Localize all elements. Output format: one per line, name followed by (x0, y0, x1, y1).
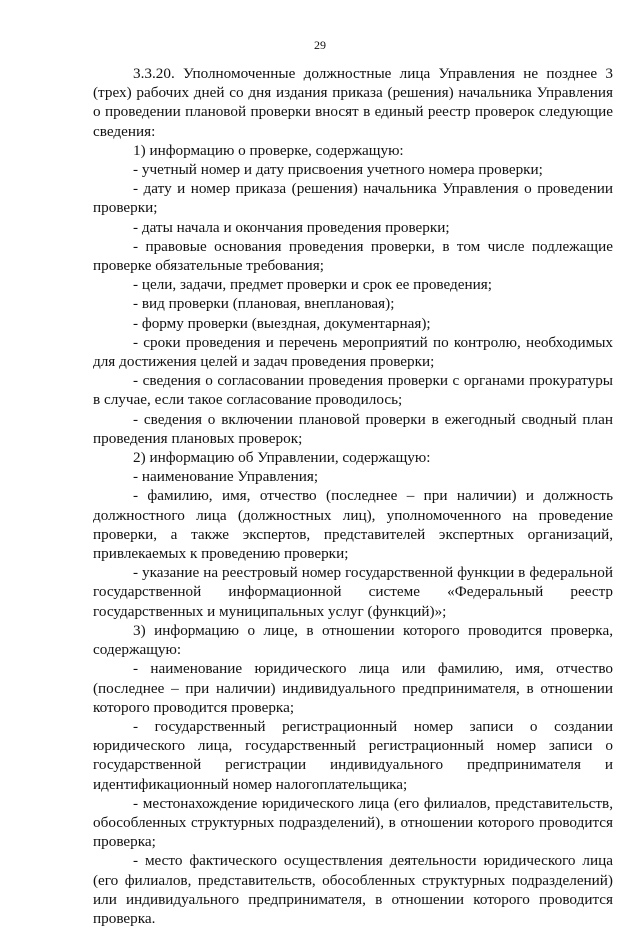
list-item: - дату и номер приказа (решения) начальника Управления о проведении проверки; (93, 180, 613, 217)
list-item: - местонахождение юридического лица (его филиалов, представительств, обособленных структурных подразделений), в отношении которого проводится проверка; (93, 794, 613, 851)
paragraph-item-2: 2) информацию об Управлении, содержащую: (133, 449, 431, 467)
list-item: - указание на реестровый номер государственной функции в федеральной государственной информационной системе «Федеральный реестр государственных и муниципальных услуг (функций)»; (93, 564, 613, 620)
paragraph-3-3-20: 3.3.20. Уполномоченные должностные лица Управления не позднее 3 (трех) рабочих дней со дня издания приказа (решения) начальника Управления о проведении плановой проверки вносят в единый реестр проверок следующие сведения: (93, 65, 613, 140)
page-number: 29 (314, 38, 326, 52)
list-item: - вид проверки (плановая, внеплановая); (133, 295, 395, 313)
list-item: - сведения о включении плановой проверки в ежегодный сводный план проведения плановых проверок; (93, 410, 613, 447)
list-item: - даты начала и окончания проведения проверки; (133, 218, 450, 236)
list-item: - сведения о согласовании проведения проверки с органами прокуратуры в случае, если такое согласование проводилось; (93, 372, 613, 409)
list-item: - фамилию, имя, отчество (последнее – при наличии) и должность должностного лица (должностных лиц), уполномоченного на проведение проверки, а также экспертов, представителей экспертных организаций, привлекаемых к проведению проверки; (93, 487, 613, 563)
list-item: - цели, задачи, предмет проверки и срок ее проведения; (133, 276, 492, 294)
list-item: - сроки проведения и перечень мероприятий по контролю, необходимых для достижения целей и задач проведения проверки; (93, 333, 613, 371)
paragraph-item-3: 3) информацию о лице, в отношении которого проводится проверка, содержащую: (93, 621, 613, 659)
list-item: - правовые основания проведения проверки, в том числе подлежащие проверке обязательные требования; (93, 237, 613, 275)
list-item: - наименование юридического лица или фамилию, имя, отчество (последнее – при наличии) индивидуального предпринимателя, в отношении которого проводится проверка; (93, 660, 613, 716)
paragraph-item-1: 1) информацию о проверке, содержащую: (133, 141, 404, 159)
list-item: - форму проверки (выездная, документарная); (133, 314, 431, 332)
list-item: - государственный регистрационный номер записи о создании юридического лица, государственный регистрационный номер записи о государственной регистрации индивидуального предпринимателя и идентификационный номер налогоплательщика; (93, 717, 613, 793)
list-item: - наименование Управления; (133, 468, 319, 486)
list-item: - учетный номер и дату присвоения учетного номера проверки; (133, 161, 543, 179)
list-item: - место фактического осуществления деятельности юридического лица (его филиалов, представительств, обособленных структурных подразделений) или индивидуального предпринимателя, в отношении которого проводится проверка. (93, 852, 613, 927)
document-body (93, 64, 613, 928)
